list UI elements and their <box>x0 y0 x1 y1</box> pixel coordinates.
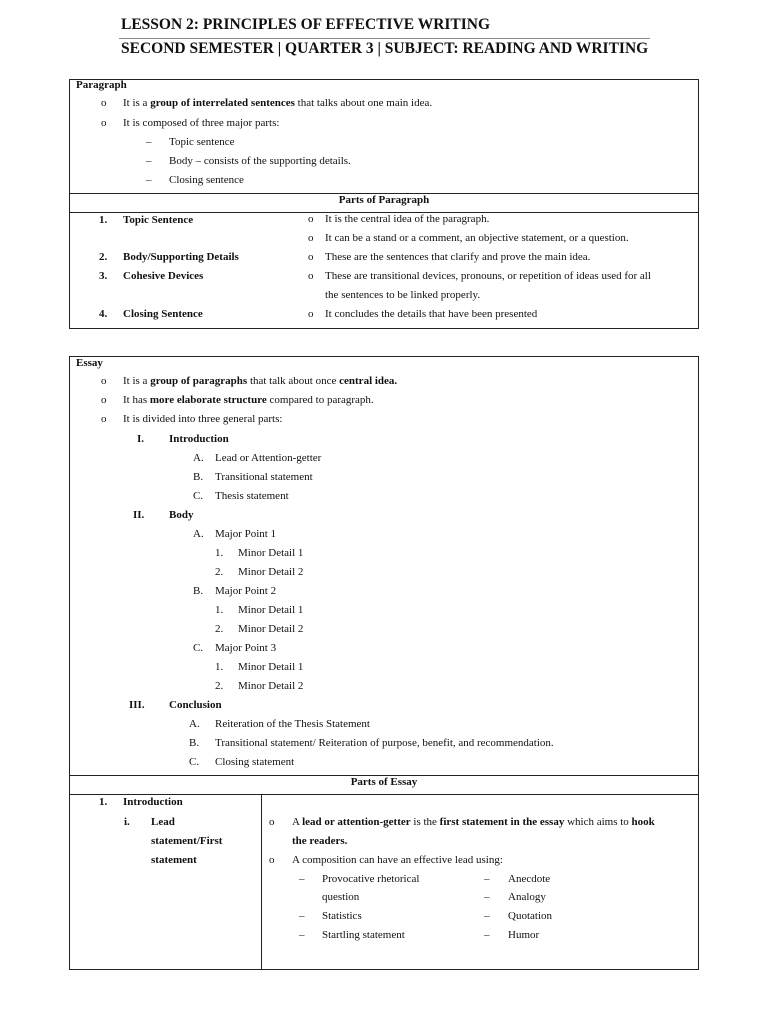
lead-technique: Analogy <box>508 891 546 903</box>
essay-table-header-line <box>69 794 699 795</box>
outline-letter: C. <box>189 756 200 768</box>
paragraph-part: Body – consists of the supporting details. <box>169 155 351 167</box>
bullet-icon: o <box>101 413 107 425</box>
outline-item: Major Point 3 <box>215 642 277 654</box>
row-description: These are the sentences that clarify and prove the main idea. <box>325 251 591 263</box>
paragraph-part: Closing sentence <box>169 174 244 186</box>
row-description: It can be a stand or a comment, an objective statement, or a question. <box>325 232 629 244</box>
lead-technique: question <box>322 891 360 903</box>
essay-bullet-1: It is a group of paragraphs that talk about once central idea. <box>123 375 398 387</box>
outline-roman: III. <box>129 699 145 711</box>
outline-minor: Minor Detail 1 <box>238 547 304 559</box>
outline-minor: Minor Detail 1 <box>238 604 304 616</box>
outline-section: Conclusion <box>169 699 222 711</box>
paragraph-heading: Paragraph <box>76 79 127 91</box>
lead-techniques-intro: A composition can have an effective lead using: <box>292 854 503 866</box>
outline-item: Transitional statement/ Reiteration of purpose, benefit, and recommendation. <box>215 737 554 749</box>
paragraph-bullet-2: It is composed of three major parts: <box>123 117 280 129</box>
outline-item: Major Point 1 <box>215 528 277 540</box>
parts-of-paragraph-title: Parts of Paragraph <box>338 194 430 206</box>
dash-icon: – <box>484 910 490 922</box>
dash-icon: – <box>299 910 305 922</box>
outline-letter: C. <box>193 490 204 502</box>
outline-item: Thesis statement <box>215 490 289 502</box>
outline-section: Introduction <box>169 433 229 445</box>
sub-label: Lead <box>151 816 175 828</box>
bullet-icon: o <box>101 375 107 387</box>
outline-number: 2. <box>215 680 224 692</box>
dash-icon: – <box>146 155 152 167</box>
outline-minor: Minor Detail 2 <box>238 680 304 692</box>
outline-minor: Minor Detail 1 <box>238 661 304 673</box>
row-label: Closing Sentence <box>123 308 203 320</box>
lead-technique: Humor <box>508 929 540 941</box>
row-number: 3. <box>99 270 108 282</box>
outline-number: 1. <box>215 661 224 673</box>
row-label: Topic Sentence <box>123 214 194 226</box>
row-description: It is the central idea of the paragraph. <box>325 213 490 225</box>
outline-letter: B. <box>189 737 200 749</box>
outline-item: Lead or Attention-getter <box>215 452 322 464</box>
row-number: 1. <box>99 214 108 226</box>
bullet-icon: o <box>101 117 107 129</box>
sub-label: statement/First <box>151 835 223 847</box>
dash-icon: – <box>484 873 490 885</box>
bullet-icon: o <box>101 97 107 109</box>
lead-technique: Anecdote <box>508 873 551 885</box>
bullet-icon: o <box>269 854 275 866</box>
parts-of-essay-title: Parts of Essay <box>350 776 418 788</box>
outline-section: Body <box>169 509 194 521</box>
essay-heading: Essay <box>76 357 103 369</box>
paragraph-bullet-1: It is a group of interrelated sentences that talks about one main idea. <box>123 97 433 109</box>
sub-label: statement <box>151 854 197 866</box>
header-divider <box>119 38 650 39</box>
bullet-icon: o <box>308 213 314 225</box>
sub-number: i. <box>124 816 130 828</box>
outline-item: Closing statement <box>215 756 295 768</box>
bullet-icon: o <box>308 270 314 282</box>
row-label: Body/Supporting Details <box>123 251 239 263</box>
outline-number: 1. <box>215 604 224 616</box>
outline-roman: I. <box>137 433 145 445</box>
row-description: It concludes the details that have been presented <box>325 308 538 320</box>
row-label: Cohesive Devices <box>123 270 204 282</box>
lead-technique: Startling statement <box>322 929 405 941</box>
dash-icon: – <box>484 929 490 941</box>
dash-icon: – <box>146 174 152 186</box>
lead-technique: Provocative rhetorical <box>322 873 420 885</box>
lead-description-cont: the readers. <box>292 835 348 847</box>
outline-minor: Minor Detail 2 <box>238 566 304 578</box>
lesson-title: LESSON 2: PRINCIPLES OF EFFECTIVE WRITING <box>121 16 491 33</box>
dash-icon: – <box>299 873 305 885</box>
outline-roman: II. <box>133 509 145 521</box>
lead-technique: Statistics <box>322 910 362 922</box>
row-label: Introduction <box>123 796 183 808</box>
row-description: These are transitional devices, pronouns, or repetition of ideas used for all <box>325 270 651 282</box>
outline-letter: C. <box>193 642 204 654</box>
outline-letter: B. <box>193 585 204 597</box>
bullet-icon: o <box>308 251 314 263</box>
row-number: 2. <box>99 251 108 263</box>
paragraph-part: Topic sentence <box>169 136 235 148</box>
outline-letter: A. <box>193 528 204 540</box>
outline-letter: A. <box>189 718 200 730</box>
dash-icon: – <box>299 929 305 941</box>
dash-icon: – <box>146 136 152 148</box>
essay-table-column-divider <box>261 794 262 970</box>
bullet-icon: o <box>308 232 314 244</box>
bullet-icon: o <box>269 816 275 828</box>
row-description: the sentences to be linked properly. <box>325 289 481 301</box>
outline-number: 2. <box>215 623 224 635</box>
essay-bullet-2: It has more elaborate structure compared to paragraph. <box>123 394 374 406</box>
subtitle: SECOND SEMESTER | QUARTER 3 | SUBJECT: READING AND WRITING <box>121 40 649 57</box>
row-number: 4. <box>99 308 108 320</box>
row-number: 1. <box>99 796 108 808</box>
outline-item: Transitional statement <box>215 471 313 483</box>
outline-item: Major Point 2 <box>215 585 277 597</box>
outline-item: Reiteration of the Thesis Statement <box>215 718 370 730</box>
lead-technique: Quotation <box>508 910 552 922</box>
outline-number: 1. <box>215 547 224 559</box>
essay-bullet-3: It is divided into three general parts: <box>123 413 283 425</box>
outline-minor: Minor Detail 2 <box>238 623 304 635</box>
outline-letter: B. <box>193 471 204 483</box>
outline-number: 2. <box>215 566 224 578</box>
bullet-icon: o <box>308 308 314 320</box>
lead-description: A lead or attention-getter is the first statement in the essay which aims to hook <box>292 816 655 828</box>
outline-letter: A. <box>193 452 204 464</box>
dash-icon: – <box>484 891 490 903</box>
bullet-icon: o <box>101 394 107 406</box>
